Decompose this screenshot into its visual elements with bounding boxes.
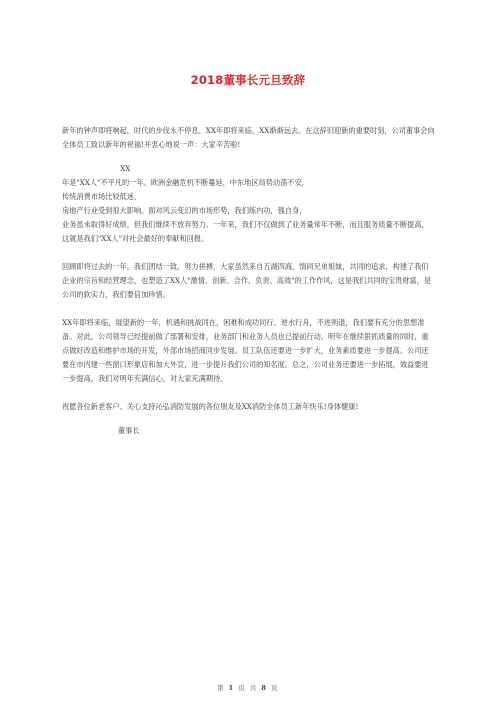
document-title: 2018董事长元旦致辞: [190, 73, 306, 87]
paragraph-looking-back: 回顾即将过去的一年，我们团结一致，努力拼搏，大家虽然来自五湖四海，情同兄弟姐妹，共同的追求，构建了我们企业的宗旨和经营理念，也塑造了XX人"激情、创新、合作、负责、高效"的工作作风，这是我们共同的宝贵财富，是公司的软实力，我们要倍加珍惜。: [62, 262, 432, 299]
footer-prefix: 第: [217, 684, 226, 692]
footer-suffix: 页: [270, 684, 279, 692]
paragraph-year-review-line-3: 房地产行业受到很大影响。面对风云变幻的市场形势，我们练内功，强自身，: [62, 206, 307, 215]
paragraph-wishes: 祝愿各位新老客户、关心支持沁弘消防发展的各位朋友及XX消防全体员工新年快乐!身体健康!: [62, 402, 359, 411]
document-body: [62, 124, 435, 438]
heading-xx: XX: [120, 164, 131, 173]
page-footer: [0, 683, 496, 692]
signature: 董事长: [118, 426, 140, 435]
paragraph-greeting: 新年的钟声即将响起，时代的步伐永不停息，XX年即将来临，XX渐渐远去。在这辞旧迎新的重要时刻，公司董事会向全体员工致以新年的祝福!并衷心地说一声：大家辛苦啦!: [62, 126, 435, 149]
footer-page-number: 1: [228, 684, 235, 692]
footer-middle: 页 共: [238, 684, 258, 692]
paragraph-year-review-line-4: 业务虽未取得好成绩，但我们继续不放弃努力。一年来，我们不仅做到了业务量常年不断，而且服务质量不断提高， 这就是我们"XX人"对社会最好的奉献和回报。: [62, 220, 429, 243]
paragraph-outlook: XX年即将来临，展望新的一年，机遇和挑战同在，困难和成功同行。逆水行舟，不进则退，我们要有充分的思想准备。对此，公司领导已经提前做了部署和安排，业务部门和业务人员也已提前行动。明年在继续狠抓质量的同时，重点做好改造和维护市场的开发，外部市场招商同步发展。员工队伍还要进一步扩大，业务素质要进一步提高。公司还要在市内建一些窗口形象店和加大外宣，进一步提升我们公司的知名度。总之，公司业务还要进一步拓展，效益要进一步提高，我们对明年充满信心，对大家充满期待。: [62, 318, 429, 383]
paragraph-year-review-line-1: 年是"XX人"不平凡的一年。欧洲金融危机不断蔓延，中东地区局势动荡不安，: [62, 178, 309, 187]
paragraph-year-review-line-2: 传统消费市场比较低迷，: [62, 192, 142, 201]
footer-total-pages: 8: [261, 684, 268, 692]
